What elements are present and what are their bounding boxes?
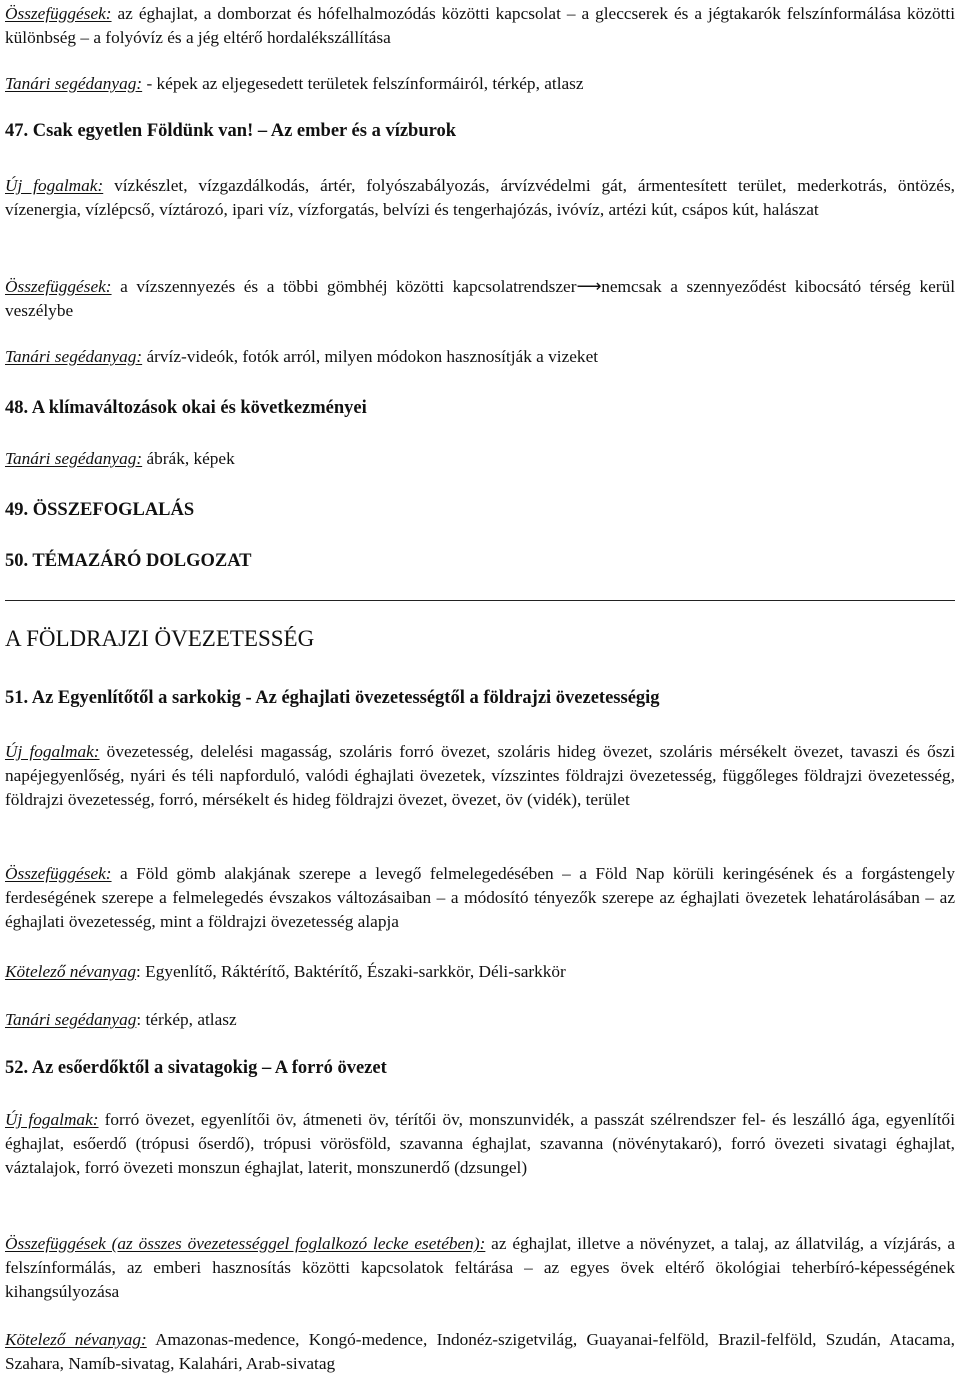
connections-label: Összefüggések:	[5, 277, 112, 296]
chapter-title: A FÖLDRAJZI ÖVEZETESSÉG	[5, 626, 315, 651]
lesson-47-teacher-material	[5, 345, 955, 369]
lesson-50-heading	[5, 548, 955, 574]
lesson-51-new-concepts	[5, 740, 955, 812]
teacher-material-text: : térkép, atlasz	[136, 1010, 237, 1029]
lesson-52-required-names	[5, 1328, 955, 1376]
connections-paragraph	[5, 2, 955, 50]
new-concepts-text: forró övezet, egyenlítői öv, átmeneti öv, térítői öv, monszunvidék, a passzát szélrendszer fel- és leszálló ága, egyenlítői éghajlat, esőerdő (trópusi őserdő), trópusi vörösföld, szavanna éghajlat, szavanna (növénytakaró), forró övezeti sivatagi éghajlat, váztalajok, forró övezeti monszun éghajlat, laterit, monszunerdő (dzsungel)	[5, 1110, 956, 1177]
chapter-heading	[5, 624, 955, 654]
teacher-material-text: - képek az eljegesedett területek felszínformáiról, térkép, atlasz	[142, 74, 584, 93]
lesson-51-heading	[5, 685, 955, 711]
teacher-material-label: Tanári segédanyag:	[5, 74, 143, 93]
lesson-52-new-concepts	[5, 1108, 955, 1180]
teacher-material-paragraph	[5, 72, 955, 96]
connections-text: az éghajlat, illetve a növényzet, a talaj, az állatvilág, a vízjárás, a felszínformálás, az emberi hasznosítás közötti kapcsolatok feltárása – az egyes övek eltérő ökológiai teherbíró-képességének kihangsúlyozása	[5, 1234, 956, 1301]
new-concepts-text: övezetesség, delelési magasság, szoláris forró övezet, szoláris hideg övezet, szoláris mérsékelt övezet, tavaszi és őszi napéjegyenlőség, nyári és téli napforduló, valódi éghajlati övezetek, vízszintes földrajzi övezetesség, függőleges földrajzi övezetesség, földrajzi övezetesség, forró, mérsékelt és hideg földrajzi övezet, övezet, öv (vidék), terület	[5, 742, 955, 809]
lesson-51-title: 51. Az Egyenlítőtől a sarkokig - Az éghajlati övezetességtől a földrajzi övezetességig	[5, 688, 660, 708]
lesson-52-connections	[5, 1232, 955, 1304]
new-concepts-text: vízkészlet, vízgazdálkodás, ártér, folyószabályozás, árvízvédelmi gát, ármentesített terület, mederkotrás, öntözés, vízenergia, vízlépcső, víztározó, ipari víz, vízforgatás, belvízi és tengerhajózás, ivóvíz, artézi kút, csápos kút, halászat	[5, 176, 956, 219]
lesson-51-teacher-material	[5, 1008, 955, 1032]
lesson-47-subtitle: – Az ember és a vízburok	[253, 121, 457, 141]
prev-lesson-connections	[5, 2, 955, 50]
lesson-47-title: 47. Csak egyetlen Földünk van!	[5, 121, 254, 141]
lesson-51-connections	[5, 862, 955, 934]
teacher-material-label: Tanári segédanyag	[5, 1010, 137, 1029]
new-concepts-label: Új fogalmak:	[5, 1110, 99, 1129]
new-concepts-label: Új fogalmak:	[5, 742, 100, 761]
new-concepts-label: Új fogalmak:	[5, 176, 104, 195]
connections-label: Összefüggések:	[5, 4, 112, 23]
teacher-material-label: Tanári segédanyag:	[5, 347, 143, 366]
connections-label: Összefüggések:	[5, 864, 112, 883]
lesson-49-heading	[5, 497, 955, 523]
lesson-47-connections	[5, 275, 955, 323]
lesson-47-heading	[5, 118, 955, 144]
lesson-49-title: 49. ÖSSZEFOGLALÁS	[5, 500, 195, 520]
lesson-50-title: 50. TÉMAZÁRÓ DOLGOZAT	[5, 551, 252, 571]
connections-text: a vízszennyezés és a többi gömbhéj közötti kapcsolatrendszer⟶nemcsak a szennyeződést kibocsátó térség kerül veszélybe	[5, 277, 955, 320]
lesson-47-new-concepts	[5, 174, 955, 222]
connections-text: a Föld gömb alakjának szerepe a levegő felmelegedésében – a Föld Nap körüli keringésének és a forgástengely ferdeségének szerepe a felmelegedés évszakos változásaiban – a módosító tényezők szerepe az éghajlati övezetek lehatárolásában – az éghajlati övezetesség, mint a földrajzi övezetesség alapja	[5, 864, 955, 931]
lesson-52-heading	[5, 1055, 955, 1081]
required-names-text: Amazonas-medence, Kongó-medence, Indonéz-szigetvilág, Guayanai-felföld, Brazil-felföld, Szudán, Atacama, Szahara, Namíb-sivatag, Kalahári, Arab-sivatag	[5, 1330, 955, 1373]
lesson-48-teacher-material	[5, 447, 955, 471]
teacher-material-label: Tanári segédanyag:	[5, 449, 143, 468]
required-names-text: : Egyenlítő, Ráktérítő, Baktérítő, Északi-sarkkör, Déli-sarkkör	[136, 962, 566, 981]
connections-text: az éghajlat, a domborzat és hófelhalmozódás közötti kapcsolat – a gleccserek és a jégtakarók felszínformálása közötti különbség – a folyóvíz és a jég eltérő hordalékszállítása	[5, 4, 955, 47]
teacher-material-text: ábrák, képek	[142, 449, 235, 468]
lesson-48-title: 48. A klímaváltozások okai és következményei	[5, 398, 367, 418]
lesson-48-heading	[5, 395, 955, 421]
chapter-divider	[5, 600, 955, 601]
lesson-52-title: 52. Az esőerdőktől a sivatagokig – A forró övezet	[5, 1058, 387, 1078]
lesson-51-required-names	[5, 960, 955, 984]
required-names-label: Kötelező névanyag	[5, 962, 137, 981]
required-names-label: Kötelező névanyag:	[5, 1330, 147, 1349]
teacher-material-text: árvíz-videók, fotók arról, milyen módokon hasznosítják a vizeket	[142, 347, 599, 366]
connections-label: Összefüggések (az összes övezetességgel foglalkozó lecke esetében):	[5, 1234, 486, 1253]
prev-lesson-teacher-material	[5, 72, 955, 96]
